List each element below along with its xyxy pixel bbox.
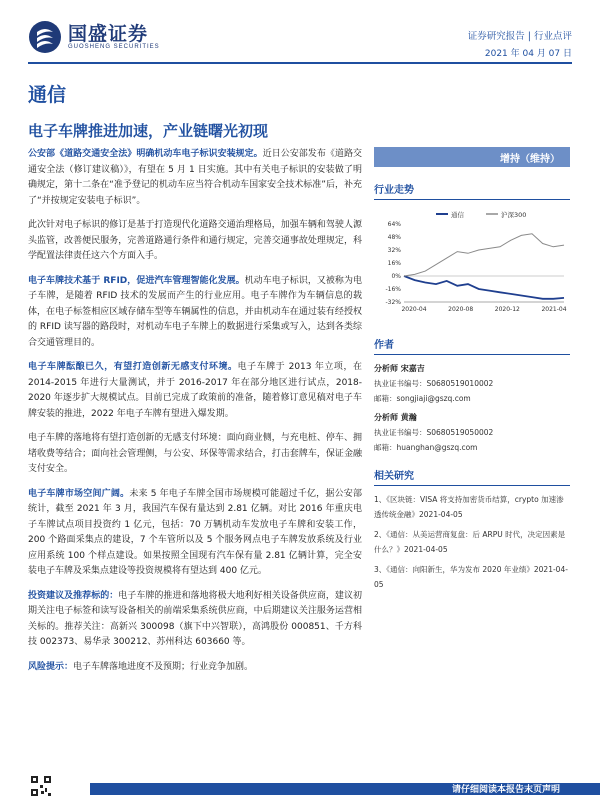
x-tick-label: 2021-04 [541, 306, 567, 313]
y-tick-label: -32% [385, 299, 401, 306]
paragraph: 投资建议及推荐标的：电子车牌的推进和落地将极大地利好相关设备供应商，建议初期关注电子标签和读写设备相关的前端采集系统供应商，中后期建议关注服务运营相关标的。推荐关注：高新兴 300098（旗下中兴智联），高鸿股份 000851、千方科技 002373、易华录 300212、苏州科达 603660 等。 [28, 590, 362, 647]
company-name-en: GUOSHENG SECURITIES [68, 44, 160, 50]
related-research-list [374, 492, 570, 592]
x-tick-label: 2020-12 [494, 306, 520, 313]
legend-label-b: 沪深300 [501, 211, 527, 219]
analyst-name: 分析师 宋嘉吉 [374, 364, 425, 373]
footer-disclaimer: 请仔细阅读本报告末页声明 [451, 785, 560, 795]
analyst-block [374, 363, 570, 404]
analyst-block [374, 412, 570, 453]
report-headline: 电子车牌推进加速，产业链曙光初现 [28, 122, 269, 140]
analyst-name: 分析师 黄瀚 [374, 413, 417, 422]
paragraph: 电子车牌技术基于 RFID，促进汽车管理智能化发展。机动车电子标识，又被称为电子车牌，是随着 RFID 技术的发展而产生的行业应用。电子车牌作为车辆信息的载体，在电子标签相应区域存储车型等车辆属性的信息，并由机动车在通过装有经授权的 RFID 读写器的路段时，对机动车电子车牌上的数据进行采集或写入，达到各类综合交通管理目的。 [28, 275, 362, 348]
report-type: 证券研究报告 | 行业点评 [467, 31, 572, 42]
sidebar [374, 147, 570, 597]
footer [0, 775, 600, 800]
company-name-cn: 国盛证券 [68, 23, 149, 45]
report-date: 2021 年 04 月 07 日 [484, 49, 572, 59]
y-tick-label: -16% [385, 286, 401, 293]
analyst-email[interactable]: 邮箱：songjiaji@gszq.com [374, 394, 471, 403]
trend-chart [374, 206, 570, 318]
paragraph: 电子车牌酝酿已久，有望打造创新无感支付环境。电子车牌于 2013 年立项，在 2014-2015 年进行大量测试，并于 2016-2017 年在部分地区进行试点，2018-2020 年逐步扩大规模试点。目前已完成了政策前的准备，随着修订意见稿对电子车牌安装的推进，2022 年电子车牌有望进入爆发期。 [28, 362, 362, 419]
company-logo [28, 20, 160, 54]
related-item[interactable]: 2、《通信：从美运营商复盘：后 ARPU 时代，决定因素是什么？》2021-04-05 [374, 530, 566, 554]
related-item[interactable]: 1、《区块链：VISA 将支持加密货币结算，crypto 加速渗透传统金融》2021-04-05 [374, 495, 564, 519]
report-body [28, 147, 362, 684]
paragraph: 公安部《道路交通安全法》明确机动车电子标识安装规定。近日公安部发布《道路交通安全法（修订建议稿）》，有望在 5 月 1 日实施。其中有关电子标识的安装做了明确规定，第十二条在“准予登记的机动车应当符合机动车国家安全技术标准”后，补充了“并按规定安装电子标识”。 [28, 149, 362, 206]
trend-title: 行业走势 [374, 181, 570, 200]
series-line-csi300 [404, 234, 564, 276]
y-tick-label: 16% [387, 260, 401, 267]
industry-title: 通信 [28, 84, 67, 106]
paragraph: 风险提示：电子车牌落地进度不及预期；行业竞争加剧。 [28, 661, 254, 672]
series-line-telecom [404, 276, 564, 299]
header-divider [28, 62, 572, 64]
x-tick-label: 2020-04 [401, 306, 427, 313]
y-tick-label: 32% [387, 247, 401, 254]
author-section-title: 作者 [374, 336, 570, 355]
y-tick-label: 48% [387, 234, 401, 241]
rating-badge: 增持（维持） [374, 147, 570, 167]
analyst-cert: 执业证书编号：S0680519010002 [374, 379, 494, 388]
analyst-email[interactable]: 邮箱：huanghan@gszq.com [374, 443, 478, 452]
analyst-cert: 执业证书编号：S0680519050002 [374, 428, 494, 437]
paragraph: 电子车牌市场空间广阔。未来 5 年电子车牌全国市场规模可能超过千亿，据公安部统计，截至 2021 年 3 月，我国汽车保有量达到 2.81 亿辆。对比 2016 年重庆电子车牌试点项目投资约 1 亿元，包括：70 万辆机动车发放电子车牌和安装工作，200 个路面采集点的建设，7 个车管所以及 5 个服务网点电子车牌发放系统及行业应用系统 100 个样点建设。如果按照全国现有汽车保有量 2.81 亿辆计算，完全安装电子车牌及采集点建设等投资规模将有望达到 400 亿元。 [28, 488, 362, 576]
legend-label-a: 通信 [451, 211, 464, 219]
related-research-title: 相关研究 [374, 467, 570, 486]
y-tick-label: 64% [387, 221, 401, 228]
x-tick-label: 2020-08 [448, 306, 474, 313]
paragraph: 电子车牌的落地将有望打造创新的无感支付环境：面向商业侧，与充电桩、停车、拥堵收费等结合；面向社会管理侧，与公安、环保等需求结合，打击套牌车，保证金融支付安全。 [28, 433, 362, 474]
guosheng-logo-icon [28, 20, 62, 54]
related-item[interactable]: 3、《通信：向阳新生，华为发布 2020 年业绩》2021-04-05 [374, 565, 568, 589]
paragraph: 此次针对电子标识的修订是基于打造现代化道路交通治理格局，加强车辆和驾驶人源头监管，改善便民服务，完善道路通行条件和通行规定，完善交通事故处理规定，科学配置法律责任这六个方面入手。 [28, 220, 362, 261]
y-tick-label: 0% [391, 273, 401, 280]
qr-code-icon [30, 775, 52, 797]
